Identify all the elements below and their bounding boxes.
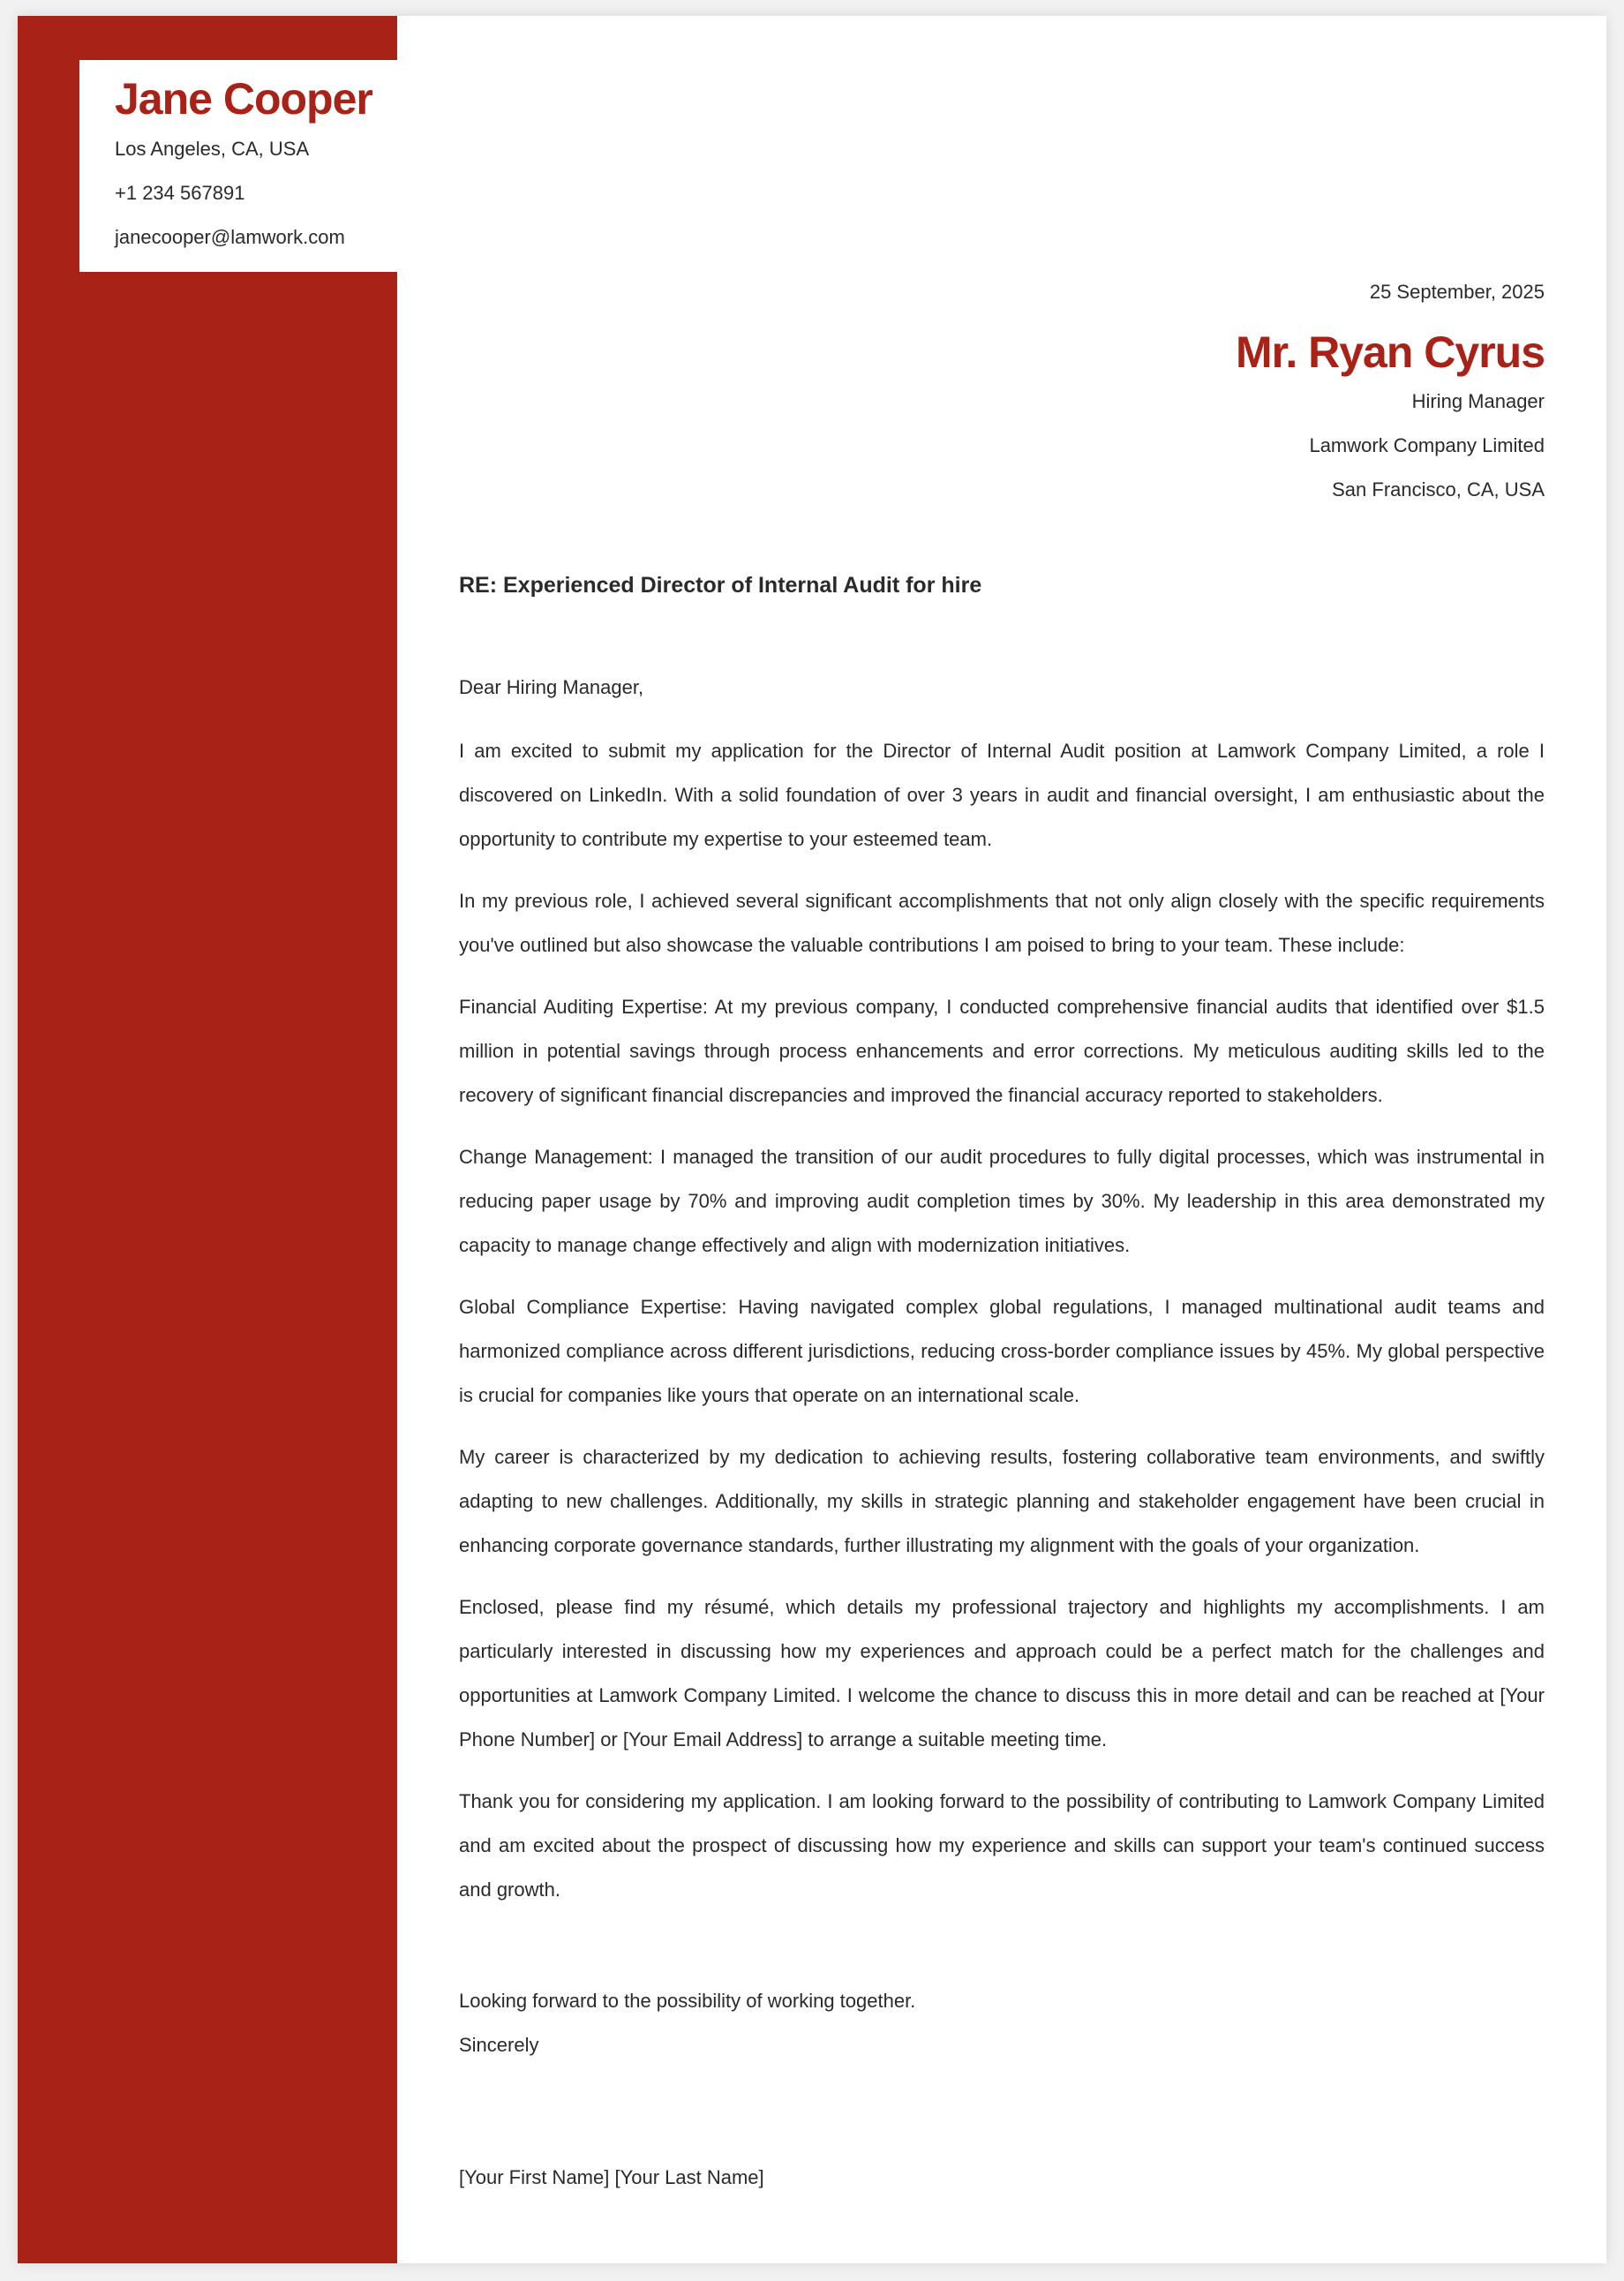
recipient-details — [1309, 380, 1545, 512]
letter-date: 25 September, 2025 — [1369, 281, 1545, 303]
signature: [Your First Name] [Your Last Name] — [459, 2166, 764, 2188]
closing — [459, 1979, 915, 2067]
body-paragraph: Enclosed, please find my résumé, which details my professional trajectory and highlights my accomplishments. I am particularly interested in discussing how my experiences and approach could be a perfect match for the challenges and opportunities at Lamwork Company Limited. I welcome the chance to discuss this in more detail and can be reached at [Your Phone Number] or [Your Email Address] to arrange a suitable meeting time. — [459, 1596, 1545, 1750]
body-paragraph: I am excited to submit my application for the Director of Internal Audit position at Lamwork Company Limited, a role I discovered on LinkedIn. With a solid foundation of over 3 years in audit and financial oversight, I am enthusiastic about the opportunity to contribute my expertise to your esteemed team. — [459, 740, 1545, 850]
body-paragraph: Thank you for considering my application. I am looking forward to the possibility of contributing to Lamwork Company Limited and am excited about the prospect of discussing how my experience and skills can support your team's continued success and growth. — [459, 1790, 1545, 1901]
recipient-company: Lamwork Company Limited — [1309, 434, 1545, 456]
sender-location: Los Angeles, CA, USA — [115, 138, 310, 160]
accent-sidebar — [18, 16, 397, 2263]
letter-body — [459, 666, 1545, 1930]
salutation: Dear Hiring Manager, — [459, 676, 644, 698]
body-paragraph: Global Compliance Expertise: Having navigated complex global regulations, I managed multinational audit teams and harmonized compliance across different jurisdictions, reducing cross-border compliance issues by 45%. My global perspective is crucial for companies like yours that operate on an international scale. — [459, 1296, 1545, 1406]
recipient-title: Hiring Manager — [1411, 390, 1545, 412]
body-paragraph: My career is characterized by my dedication to achieving results, fostering collaborative team environments, and swiftly adapting to new challenges. Additionally, my skills in strategic planning and stakeholder engagement have been crucial in enhancing corporate governance standards, further illustrating my alignment with the goals of your organization. — [459, 1446, 1545, 1556]
letter-page — [18, 16, 1606, 2263]
body-paragraph: Financial Auditing Expertise: At my previous company, I conducted comprehensive financial audits that identified over $1.5 million in potential savings through process enhancements and error corrections. My meticulous auditing skills led to the recovery of significant financial discrepancies and improved the financial accuracy reported to stakeholders. — [459, 996, 1545, 1106]
letter-subject: RE: Experienced Director of Internal Audit for hire — [459, 573, 982, 598]
recipient-location: San Francisco, CA, USA — [1332, 478, 1545, 501]
body-paragraph: In my previous role, I achieved several significant accomplishments that not only align closely with the specific requirements you've outlined but also showcase the valuable contributions I am poised to bring to your team. These include: — [459, 890, 1545, 956]
closing-line: Looking forward to the possibility of working together. — [459, 1990, 916, 2012]
sender-name: Jane Cooper — [115, 74, 372, 124]
recipient-name: Mr. Ryan Cyrus — [1235, 327, 1545, 377]
sender-email: janecooper@lamwork.com — [115, 226, 345, 248]
body-paragraph: Change Management: I managed the transition of our audit procedures to fully digital processes, which was instrumental in reducing paper usage by 70% and improving audit completion times by 30%. My leadership in this area demonstrated my capacity to manage change effectively and align with modernization initiatives. — [459, 1146, 1545, 1256]
sender-contact-card — [79, 60, 397, 272]
sender-phone: +1 234 567891 — [115, 182, 245, 204]
closing-signoff: Sincerely — [459, 2034, 539, 2056]
